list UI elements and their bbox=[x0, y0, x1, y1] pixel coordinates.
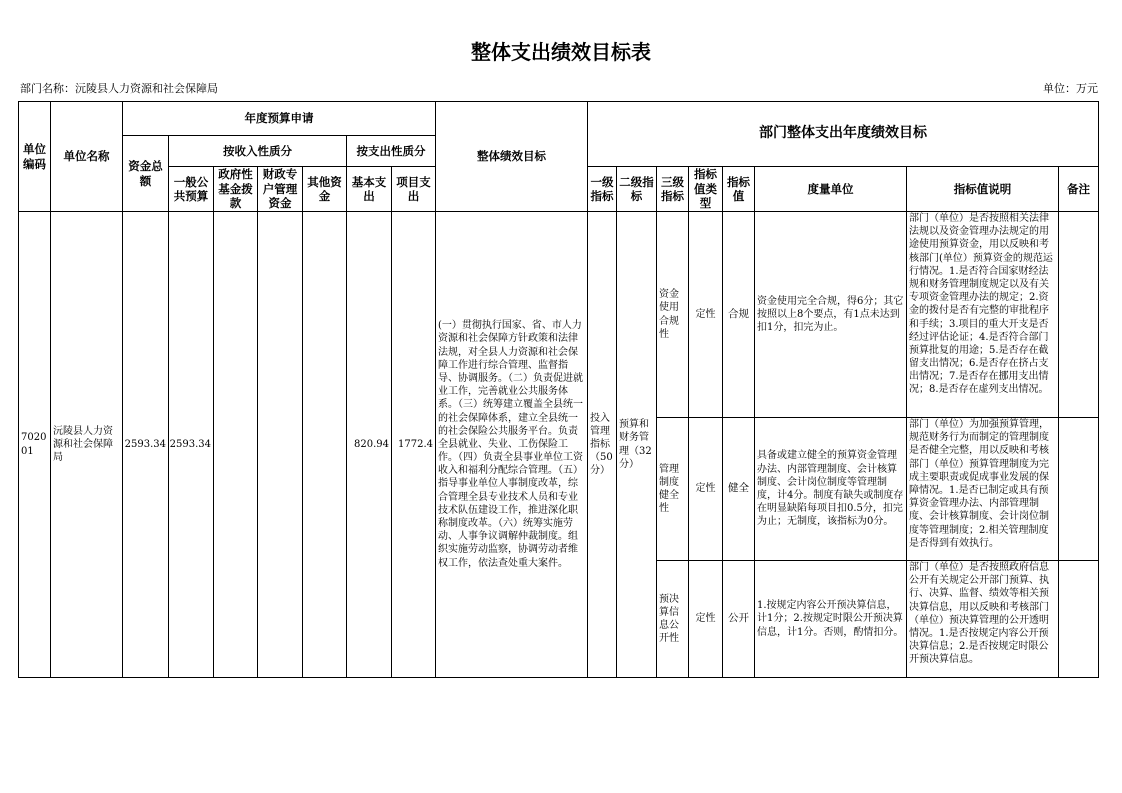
header-remark: 备注 bbox=[1059, 167, 1099, 212]
header-value-desc: 指标值说明 bbox=[907, 167, 1059, 212]
header-gov-fund: 政府性基金拨款 bbox=[214, 167, 258, 212]
cell-value-type: 定性 bbox=[689, 561, 723, 678]
header-fiscal-special: 财政专户管理资金 bbox=[258, 167, 303, 212]
page-title: 整体支出绩效目标表 bbox=[471, 40, 651, 64]
cell-level2: 预算和财务管理（32分） bbox=[617, 212, 657, 678]
cell-basic-expense: 820.94 bbox=[347, 212, 392, 678]
header-other-funds: 其他资金 bbox=[303, 167, 347, 212]
header-dept-goal: 部门整体支出年度绩效目标 bbox=[588, 102, 1099, 167]
cell-value: 健全 bbox=[723, 418, 755, 561]
cell-overall-goal: (一）贯彻执行国家、省、市人力资源和社会保障方针政策和法律法规，对全县人力资源和社会保障工作进行综合管理、监督指导、协调服务。（二）负责促进就业工作，完善就业公共服务体系。（三）统筹建立覆盖全县统一的社会保障体系，建立全县统一的社会保险公共服务平台。负责全县就业、失业、工伤保险工作。（四）负责全县事业单位工资收入和福利分配综合管理。（五）指导事业单位人事制度改革，综合管理全县专业技术人员和专业技术队伍建设工作，推进深化职称制度改革。（六）统筹实施劳动、人事争议调解仲裁制度。组织实施劳动监察，协调劳动者维权工作，依法查处重大案件。 bbox=[436, 212, 588, 678]
cell-general-budget: 2593.34 bbox=[169, 212, 214, 678]
header-value-type: 指标值类型 bbox=[689, 167, 723, 212]
table-row bbox=[19, 212, 1099, 418]
cell-value-type: 定性 bbox=[689, 418, 723, 561]
cell-value: 公开 bbox=[723, 561, 755, 678]
header-basic-expense: 基本支出 bbox=[347, 167, 392, 212]
header-level1: 一级指标 bbox=[588, 167, 617, 212]
cell-measure: 1.按规定内容公开预决算信息，计1分；2.按规定时限公开预决算信息，计1分。否则，酌情扣分。 bbox=[755, 561, 907, 678]
cell-level3: 管理制度健全性 bbox=[657, 418, 689, 561]
cell-value: 合规 bbox=[723, 212, 755, 418]
cell-level3: 预决算信息公开性 bbox=[657, 561, 689, 678]
header-unit-name: 单位名称 bbox=[51, 102, 123, 212]
header-by-income: 按收入性质分 bbox=[169, 136, 347, 167]
unit-label: 单位：万元 bbox=[1043, 82, 1098, 95]
header-annual-budget: 年度预算申请 bbox=[123, 102, 436, 136]
department-name: 部门名称：沅陵县人力资源和社会保障局 bbox=[20, 82, 218, 95]
cell-gov-fund bbox=[214, 212, 258, 678]
cell-measure: 具备或建立健全的预算资金管理办法、内部管理制度、会计核算制度、会计岗位制度等管理制度，计4分。制度有缺失或制度存在明显缺陷每项目扣0.5分，扣完为止；无制度，该指标为0分。 bbox=[755, 418, 907, 561]
header-total-funds: 资金总额 bbox=[123, 136, 169, 212]
header-measure: 度量单位 bbox=[755, 167, 907, 212]
cell-remark bbox=[1059, 418, 1099, 561]
cell-value-desc: 部门（单位）为加强预算管理，规范财务行为而制定的管理制度是否健全完整，用以反映和考核部门（单位）预算管理制度为完成主要职责或促成事业发展的保障情况。1.是否已制定或具有预算资金管理办法、内部管理制度、会计核算制度、会计岗位制度等管理制度；2.相关管理制度是否得到有效执行。 bbox=[907, 418, 1059, 561]
cell-unit-code: 702001 bbox=[19, 212, 51, 678]
cell-value-type: 定性 bbox=[689, 212, 723, 418]
cell-value-desc: 部门（单位）是否按照政府信息公开有关规定公开部门预算、执行、决算、监督、绩效等相关预决算信息，用以反映和考核部门（单位）预决算管理的公开透明情况。1.是否按规定内容公开预决算信息；2.是否按规定时限公开预决算信息。 bbox=[907, 561, 1059, 678]
header-value: 指标值 bbox=[723, 167, 755, 212]
header-general-budget: 一般公共预算 bbox=[169, 167, 214, 212]
header-level3: 三级指标 bbox=[657, 167, 689, 212]
performance-table bbox=[18, 101, 1099, 678]
header-by-expense: 按支出性质分 bbox=[347, 136, 436, 167]
cell-project-expense: 1772.4 bbox=[392, 212, 436, 678]
cell-measure: 资金使用完全合规，得6分；其它按照以上8个要点，有1点未达到扣1分，扣完为止。 bbox=[755, 212, 907, 418]
header-level2: 二级指标 bbox=[617, 167, 657, 212]
cell-total-funds: 2593.34 bbox=[123, 212, 169, 678]
header-unit-code: 单位编码 bbox=[19, 102, 51, 212]
header-overall-goal: 整体绩效目标 bbox=[436, 102, 588, 212]
header-project-expense: 项目支出 bbox=[392, 167, 436, 212]
cell-other-funds bbox=[303, 212, 347, 678]
cell-level3: 资金使用合规性 bbox=[657, 212, 689, 418]
cell-fiscal-special bbox=[258, 212, 303, 678]
cell-unit-name: 沅陵县人力资源和社会保障局 bbox=[51, 212, 123, 678]
cell-remark bbox=[1059, 561, 1099, 678]
cell-level1: 投入管理指标（50分） bbox=[588, 212, 617, 678]
cell-value-desc: 部门（单位）是否按照相关法律法规以及资金管理办法规定的用途使用预算资金，用以反映和考核部门(单位）预算资金的规范运行情况。1.是否符合国家财经法规和财务管理制度规定以及有关专项资金管理办法的规定；2.资金的拨付是否有完整的审批程序和手续；3.项目的重大开支是否经过评估论证；4.是否符合部门预算批复的用途；5.是否存在截留支出情况；6.是否存在挤占支出情况；7.是否存在挪用支出情况；8.是否存在虚列支出情况。 bbox=[907, 212, 1059, 418]
cell-remark bbox=[1059, 212, 1099, 418]
